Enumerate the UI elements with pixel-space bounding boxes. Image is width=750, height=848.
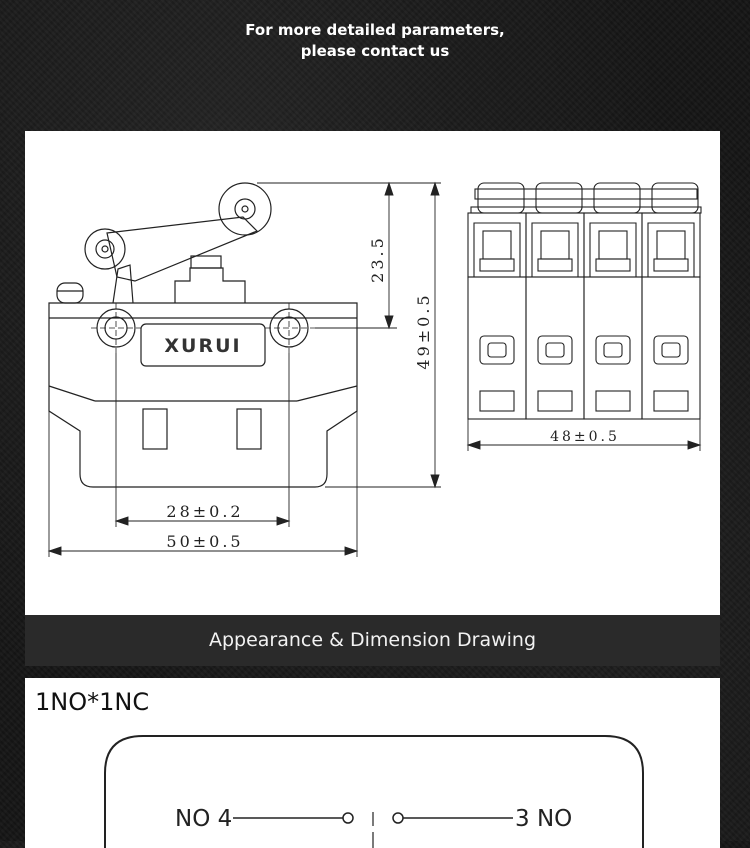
dim-hole-spacing: 28±0.2 xyxy=(166,502,244,521)
stacked-front-view xyxy=(468,183,701,419)
terminal-right-contact xyxy=(393,813,403,823)
dim-total-height: 49±0.5 xyxy=(414,292,433,370)
lever-arm xyxy=(107,217,257,281)
terminal-right-label: 3 NO xyxy=(515,806,573,832)
dim-stack-width: 48±0.5 xyxy=(550,429,620,445)
drawing-svg xyxy=(25,131,720,615)
dim-body-width: 50±0.5 xyxy=(166,532,244,551)
dim-lever-height: 23.5 xyxy=(368,235,387,283)
switch-body-outline xyxy=(49,303,357,487)
terminal-left-label: NO 4 xyxy=(175,806,233,832)
body-slot-left xyxy=(143,409,167,449)
brand-logo: XURUI xyxy=(164,335,242,357)
body-slot-right xyxy=(237,409,261,449)
wiring-diagram xyxy=(25,678,720,848)
drawing-caption: Appearance & Dimension Drawing xyxy=(25,615,720,666)
terminal-left-contact xyxy=(343,813,353,823)
wiring-svg xyxy=(25,678,720,848)
contact-note-line1: For more detailed parameters, xyxy=(245,21,505,39)
contact-note-line2: please contact us xyxy=(300,42,450,60)
lever-pivot xyxy=(85,229,125,269)
dimension-drawing xyxy=(25,131,720,615)
contact-note xyxy=(0,20,750,62)
roller xyxy=(219,183,271,235)
contact-config-title: 1NO*1NC xyxy=(35,688,150,716)
